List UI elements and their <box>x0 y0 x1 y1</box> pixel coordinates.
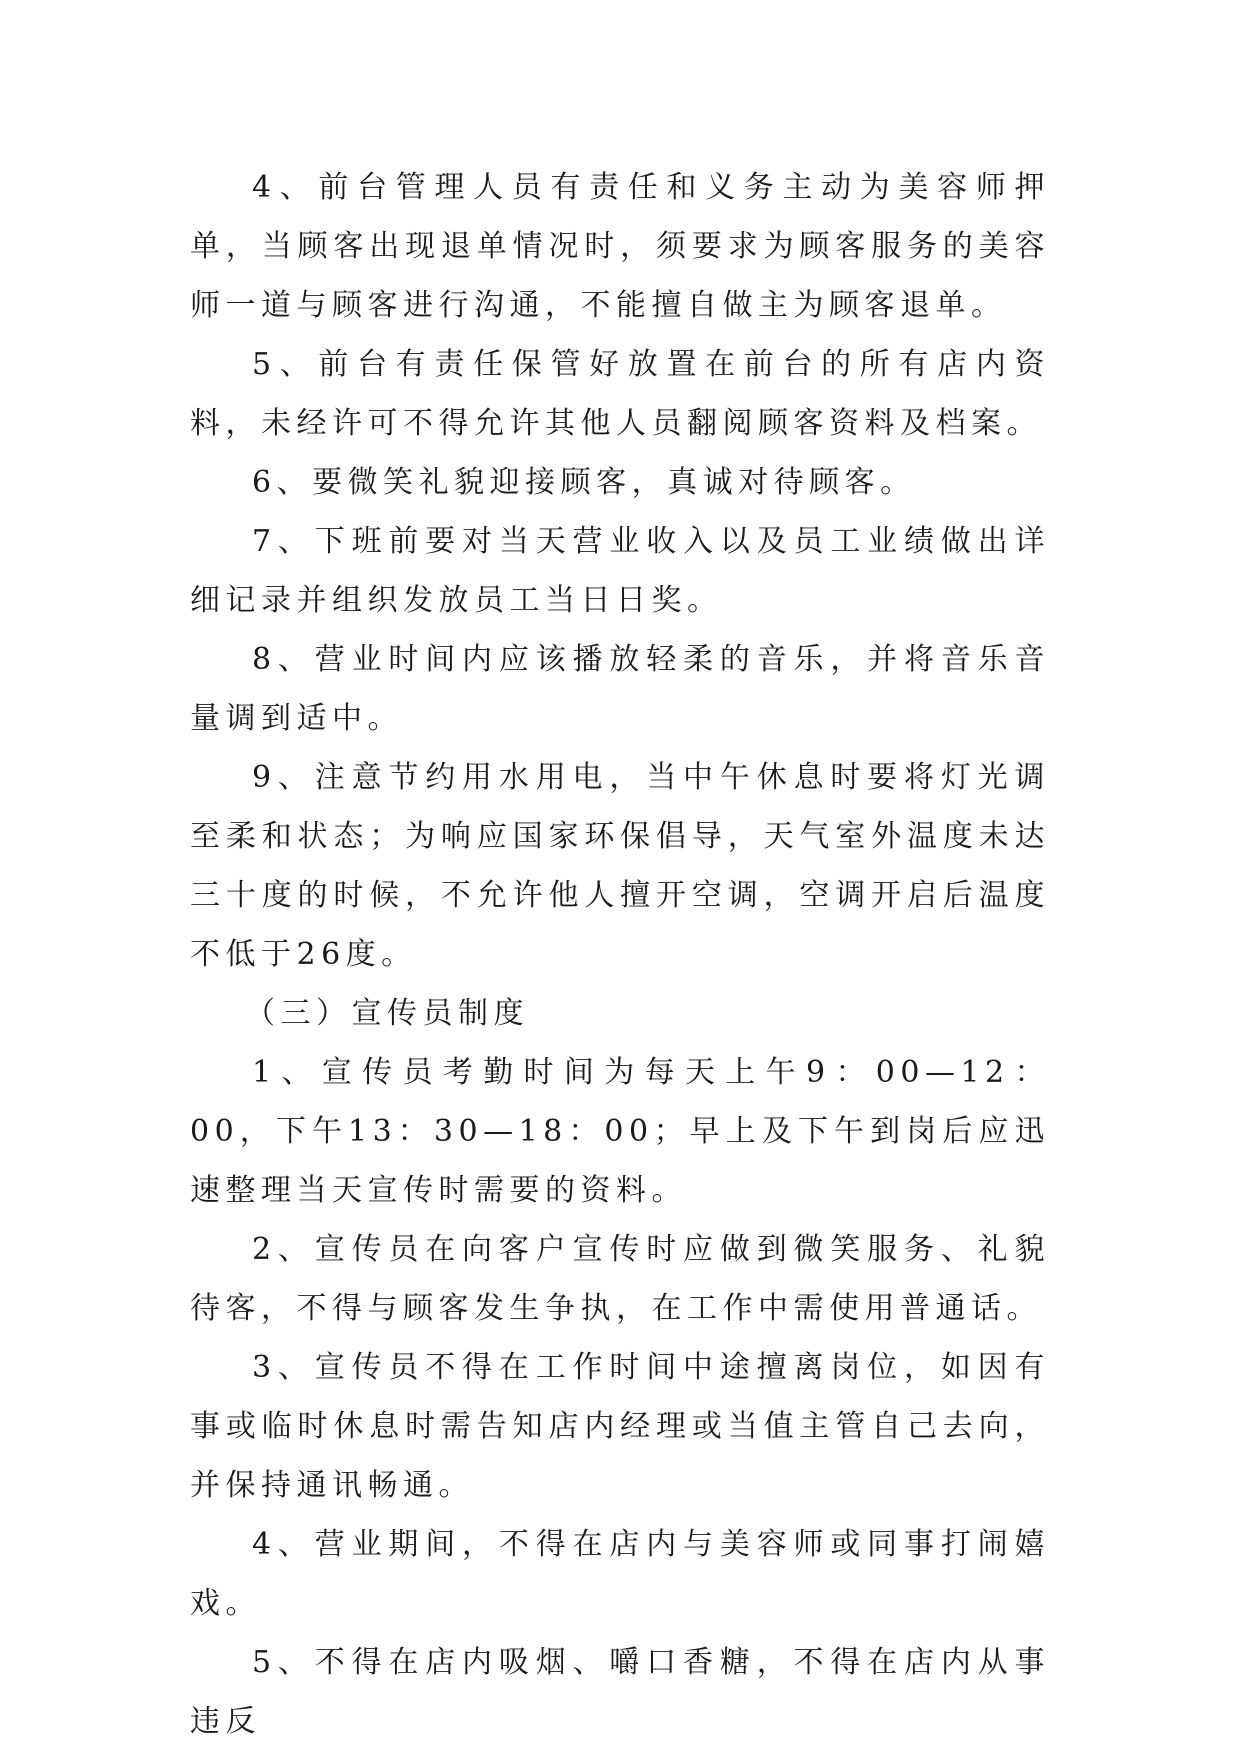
paragraph-promoter-3: 3、宣传员不得在工作时间中途擅离岗位，如因有事或临时休息时需告知店内经理或当值主管自己去向，并保持通讯畅通。 <box>190 1350 1050 1503</box>
paragraph-front-desk-8: 8、营业时间内应该播放轻柔的音乐，并将音乐音量调到适中。 <box>190 642 1050 736</box>
section-heading-promoter-rules: （三）宣传员制度 <box>245 996 529 1031</box>
paragraph-promoter-4: 4、营业期间，不得在店内与美容师或同事打闹嬉戏。 <box>190 1527 1050 1621</box>
paragraph-promoter-2: 2、宣传员在向客户宣传时应做到微笑服务、礼貌待客，不得与顾客发生争执，在工作中需使用普通话。 <box>190 1232 1050 1326</box>
paragraph-front-desk-9: 9、注意节约用水用电，当中午休息时要将灯光调至柔和状态；为响应国家环保倡导，天气室外温度未达三十度的时候，不允许他人擅开空调，空调开启后温度不低于26度。 <box>190 760 1050 972</box>
paragraph-front-desk-5: 5、前台有责任保管好放置在前台的所有店内资料，未经许可不得允许其他人员翻阅顾客资料及档案。 <box>190 347 1050 441</box>
paragraph-promoter-5: 5、不得在店内吸烟、嚼口香糖，不得在店内从事违反 <box>190 1645 1050 1739</box>
paragraph-front-desk-7: 7、下班前要对当天营业收入以及员工业绩做出详细记录并组织发放员工当日日奖。 <box>190 524 1050 618</box>
paragraph-promoter-1: 1、宣传员考勤时间为每天上午9：00—12：00，下午13：30—18：00；早上及下午到岗后应迅速整理当天宣传时需要的资料。 <box>190 1055 1050 1208</box>
paragraph-front-desk-6: 6、要微笑礼貌迎接顾客，真诚对待顾客。 <box>252 465 916 500</box>
document-body <box>190 158 1050 1751</box>
paragraph-front-desk-4: 4、前台管理人员有责任和义务主动为美容师押单，当顾客出现退单情况时，须要求为顾客服务的美容师一道与顾客进行沟通，不能擅自做主为顾客退单。 <box>190 170 1050 323</box>
